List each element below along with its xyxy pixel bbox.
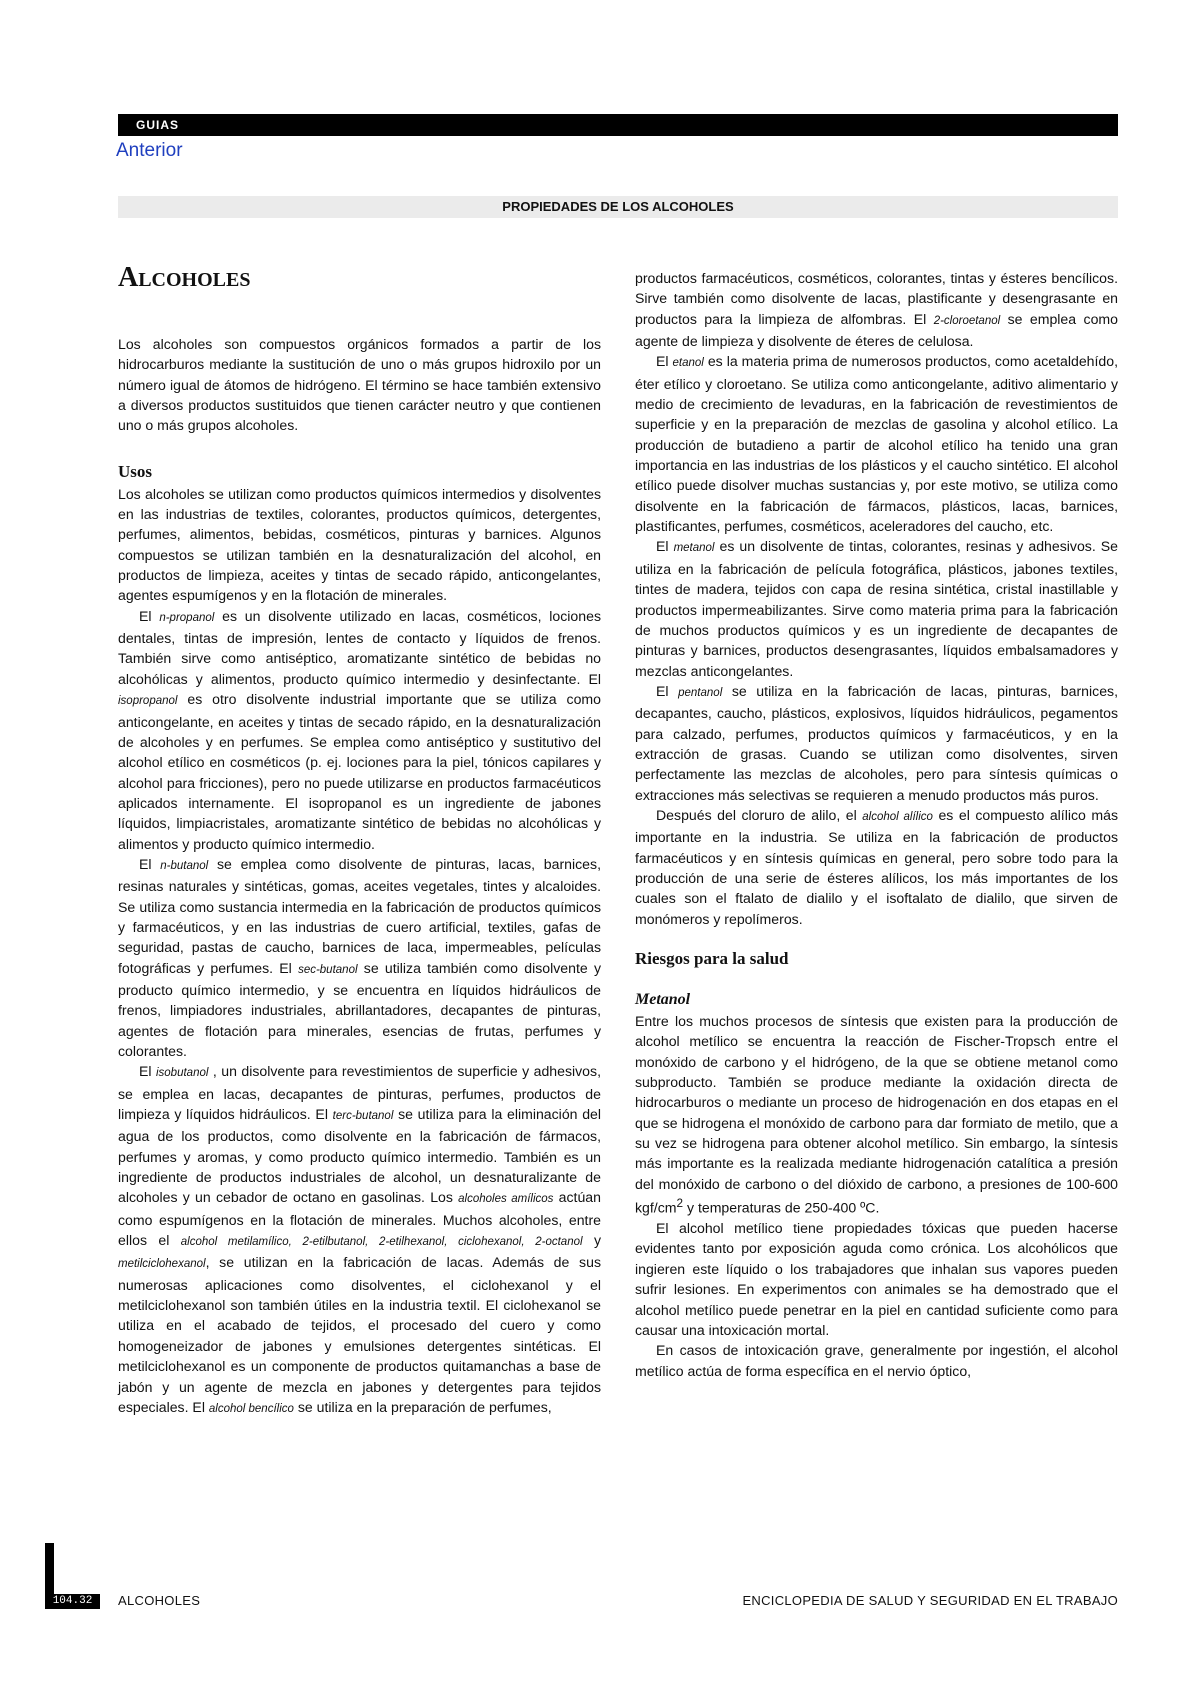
metanol-heading: Metanol bbox=[635, 991, 691, 1008]
document-title: PROPIEDADES DE LOS ALCOHOLES bbox=[118, 196, 1118, 218]
left-column bbox=[118, 262, 601, 1419]
right-paragraph-3: El metanol es un disolvente de tintas, colorantes, resinas y adhesivos. Se utiliza en la fabricación de película fotográfica, plásticos, jabones textiles, tintes de madera, tejidos con capa de resina sintética, cristal inastillable y productos impermeabilizantes. Sirve como materia prima para la fabricación de muchos productos químicos y es un ingrediente de decapantes de pinturas y barnices, productos desengrasantes, líquidos embalsamadores y mezclas anticongelantes. bbox=[635, 538, 1119, 679]
riesgos-heading: Riesgos para la salud bbox=[635, 949, 789, 968]
usos-heading: Usos bbox=[118, 461, 153, 481]
page-number: 104.32 bbox=[45, 1594, 100, 1609]
right-paragraph-4: El pentanol se utiliza en la fabricación de lacas, pinturas, barnices, decapantes, caucho, plásticos, explosivos, líquidos hidráulicos, pegamentos para calzado, perfumes, productos químicos y farmacéuticos, y en la extracción de grasas. Cuando se utilizan como disolventes, sirven perfectamente las mezclas de alcoholes, pero para síntesis químicas o extracciones más selectivas se requieren a menudo productos más puros. bbox=[635, 682, 1118, 803]
metanol-paragraph-2: El alcohol metílico tiene propiedades tóxicas que pueden hacerse evidentes tanto por exposición aguda como crónica. Los alcohólicos que ingieren este líquido o los trabajadores que inhalan sus vapores pueden sufrir lesiones. En experimentos con animales se ha demostrado que el alcohol metílico puede penetrar en la piel en cantidad suficiente como para causar una intoxicación mortal. bbox=[635, 1220, 1118, 1338]
intro-paragraph: Los alcoholes son compuestos orgánicos formados a partir de los hidrocarburos mediante la sustitución de uno o más grupos hidroxilo por un número igual de átomos de hidrógeno. El término se hace también extensivo a diversos productos sustituidos que tienen carácter neutro y que contienen uno o más grupos alcoholes. bbox=[118, 336, 601, 434]
article-title: Alcoholes bbox=[118, 262, 251, 293]
footer-publication: ENCICLOPEDIA DE SALUD Y SEGURIDAD EN EL TRABAJO bbox=[742, 1593, 1118, 1608]
usos-paragraph-4: El isobutanol , un disolvente para revestimientos de superficie y adhesivos, se emplea en lacas, decapantes de pinturas, perfumes, productos de limpieza y líquidos hidráulicos. El terc-butanol se utiliza para la eliminación del agua de los productos, como disolvente en la fabricación de fármacos, perfumes y aromas, y como producto químico intermedio. También es un ingrediente de productos industriales de alcohol, un desnaturalizante de alcoholes y un cebador de octano en gasolinas. Los alcoholes amílicos actúan como espumígenos en la flotación de minerales. Muchos alcoholes, entre ellos el alcohol metilamílico, 2-etilbutanol, 2-etilhexanol, ciclohexanol, 2-octanol y metilciclohexanol, se utilizan en la fabricación de lacas. Además de sus numerosas aplicaciones como disolventes, el ciclohexanol y el metilciclohexanol son también útiles en la industria textil. El ciclohexanol se utiliza en el acabado de tejidos, el procesado del cuero y como homogeneizador de jabones y emulsiones detergentes sintéticas. El metilciclohexanol es un componente de productos quitamanchas a base de jabón y un agente de mezcla en jabones y detergentes para tejidos especiales. El alcohol bencílico se utiliza en la preparación de perfumes, bbox=[118, 1063, 602, 1415]
previous-link[interactable]: Anterior bbox=[116, 140, 183, 161]
section-header-bar bbox=[118, 114, 1118, 136]
footer-section: ALCOHOLES bbox=[118, 1593, 201, 1608]
right-paragraph-5: Después del cloruro de alilo, el alcohol alílico es el compuesto alílico más importante en la industria. Se utiliza en la fabricación de productos farmacéuticos y en síntesis químicas en general, pero sobre todo para la producción de una serie de ésteres alílicos, los más importantes de los cuales son el ftalato de dialilo y el isoftalato de dialilo, que sirven de monómeros y repolímeros. bbox=[635, 806, 1118, 927]
usos-paragraph-3: El n-butanol se emplea como disolvente de pinturas, lacas, barnices, resinas naturales y sintéticas, gomas, aceites vegetales, tintes y alcaloides. Se utiliza como sustancia intermedia en la fabricación de productos químicos y farmacéuticos, y en las industrias de cuero artificial, textiles, gafas de seguridad, pastas de caucho, barnices de laca, impermeables, películas fotográficas y perfumes. El sec-butanol se utiliza también como disolvente y producto químico intermedio, y se encuentra en líquidos hidráulicos de frenos, limpiadores industriales, abrillantadores, decapantes de pinturas, agentes de flotación para minerales, esencias de frutas, perfumes y colorantes. bbox=[118, 855, 601, 1059]
right-paragraph-2: El etanol es la materia prima de numerosos productos, como acetaldehído, éter etílico y cloroetano. Se utiliza como anticongelante, aditivo alimentario y medio de crecimiento de levaduras, en la fabricación de revestimientos de superficie y en la preparación de mezclas de gasolina y alcohol etílico. La producción de butadieno a partir de alcohol etílico ha tenido una gran importancia en las industrias de los plásticos y el caucho sintético. El alcohol etílico puede disolver muchas sustancias y, por este motivo, se utiliza como disolvente en la fabricación de fármacos, plásticos, lacas, barnices, plastificantes, perfumes, cosméticos, aceleradores del caucho, etc. bbox=[635, 353, 1118, 535]
usos-paragraph-1: Los alcoholes se utilizan como productos químicos intermedios y disolventes en las industrias de textiles, colorantes, productos químicos, detergentes, perfumes, alimentos, bebidas, cosméticos, pinturas y barnices. Algunos compuestos se utilizan también en la desnaturalización del alcohol, en productos de limpieza, aceites y tintas de secado rápido, anticongelantes, agentes espumígenos y en la flotación de minerales. bbox=[118, 485, 601, 604]
metanol-paragraph-1: Entre los muchos procesos de síntesis que existen para la producción de alcohol metílico se encuentra la reacción de Fischer-Tropsch entre el monóxido de carbono y el hidrógeno, de la que se obtiene metanol como subproducto. También se produce mediante la oxidación directa de hidrocarburos o mediante un proceso de hidrogenación en dos etapas en el que se hidrogena el monóxido de carbono para dar formiato de metilo, que a su vez se hidrogena para obtener alcohol metílico. Sin embargo, la síntesis más importante es la realizada mediante hidrogenación catalítica a presión del monóxido de carbono o del dióxido de carbono, a presiones de 100-600 kgf/$cm^2$ y temperaturas de 250-400 ºC. bbox=[635, 1013, 1118, 1216]
right-paragraph-1: productos farmacéuticos, cosméticos, colorantes, tintas y ésteres bencílicos. Sirve también como disolvente de lacas, plastificante y desengrasante en productos para la limpieza de alfombras. El 2-cloroetanol se emplea como agente de limpieza y disolvente de éteres de celulosa. bbox=[635, 270, 1118, 350]
right-column bbox=[635, 268, 1118, 1381]
metanol-paragraph-3: En casos de intoxicación grave, generalmente por ingestión, el alcohol metílico actúa de forma específica en el nervio óptico, bbox=[635, 1342, 1118, 1379]
usos-paragraph-2: El n-propanol es un disolvente utilizado en lacas, cosméticos, lociones dentales, tintas de impresión, lentes de contacto y líquidos de frenos. También sirve como antiséptico, aromatizante sintético de bebidas no alcohólicas y alimentos, producto químico intermedio y desinfectante. El isopropanol es otro disolvente industrial importante que se utiliza como anticongelante, en aceites y tintas de secado rápido, en la desnaturalización de alcoholes y en perfumes. Se emplea como antiséptico y sustitutivo del alcohol etílico en cosméticos (p. ej. lociones para la piel, tónicos capilares y alcohol para fricciones), pero no puede utilizarse en productos farmacéuticos aplicados internamente. El isopropanol es un ingrediente de jabones líquidos, limpiacristales, aromatizante sintético de bebidas no alcohólicas y alimentos y producto químico intermedio. bbox=[118, 607, 601, 852]
section-label: GUIAS bbox=[136, 118, 180, 132]
